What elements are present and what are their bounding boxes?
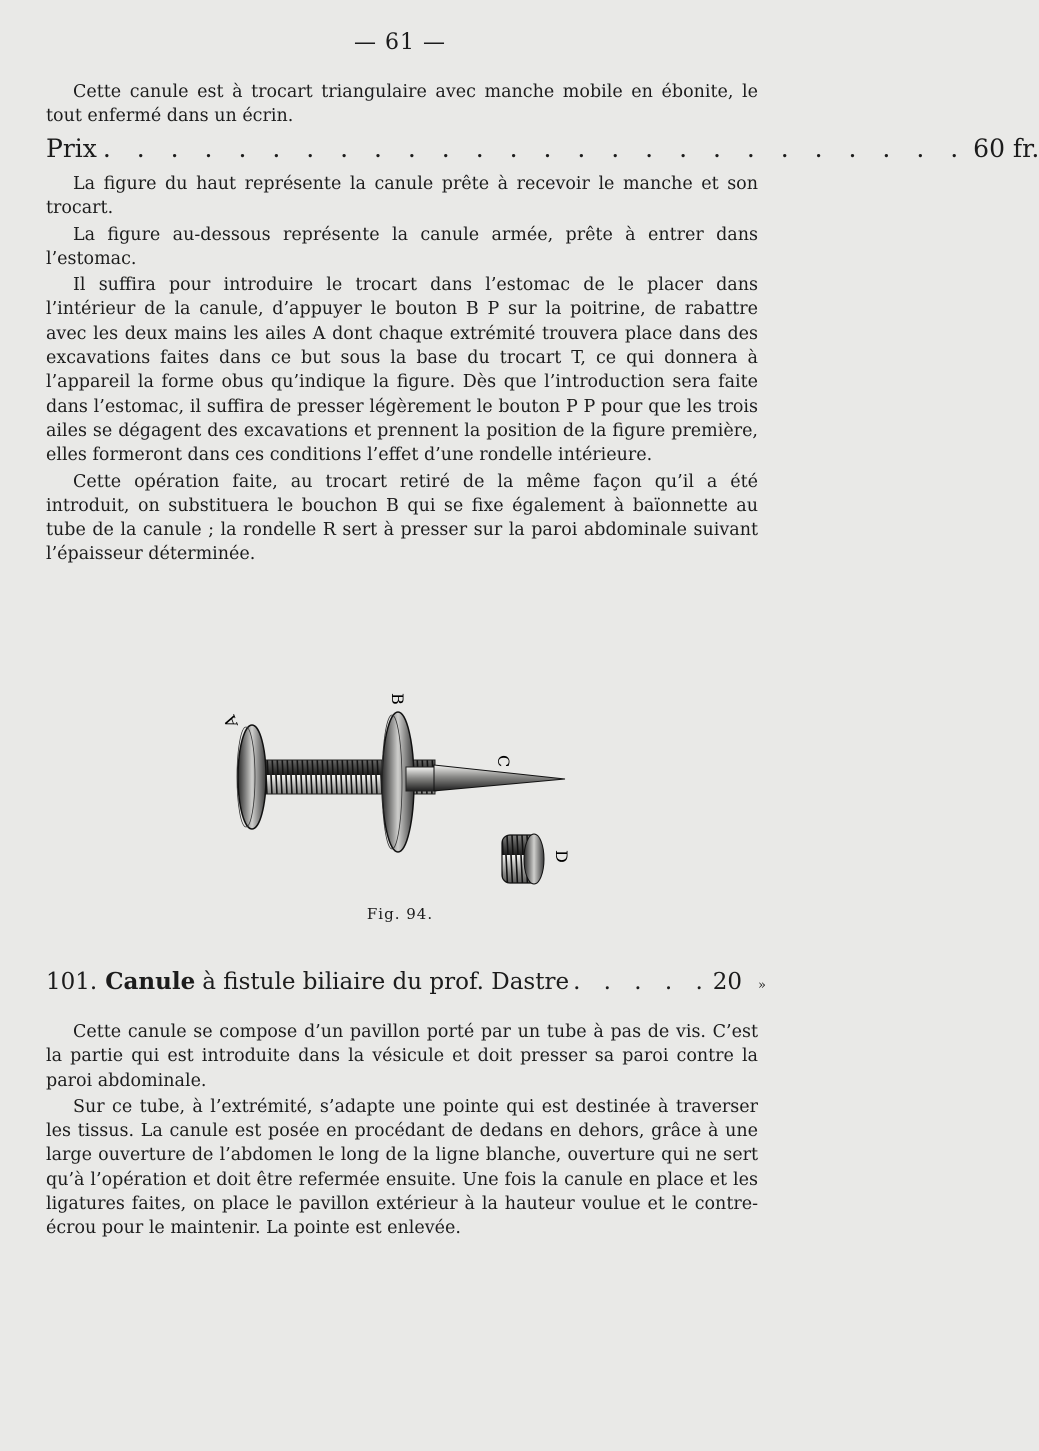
leader-dots: . . . . . . . . . . . . . . . . . . . . . . . . . . (102, 134, 968, 163)
price-label: Prix (46, 134, 97, 163)
cannula-illustration (200, 695, 600, 905)
item-name-bold: Canule (105, 968, 196, 995)
item-number: 101. (46, 969, 98, 995)
label-b: B (388, 693, 407, 705)
figure-caption: Fig. 94. (366, 905, 434, 923)
label-d: D (552, 850, 571, 863)
paragraph: La figure du haut représente la canule prête à recevoir le manche et son trocart. (46, 174, 758, 219)
collar (406, 767, 436, 791)
catalog-item-heading (46, 968, 766, 995)
price-line (46, 134, 1039, 163)
page-number: — 61 — (354, 30, 446, 55)
paragraph: Sur ce tube, à l’extrémité, s’adapte une pointe qui est destinée à traverser les tissus. La canule est posée en procédant de dedans en dehors, grâce à une large ouverture de l’abdomen le long de la ligne blanche, ouverture qui ne sert qu’à l’opération et doit être refermée ensuite. Une fois la canule en place et les ligatures faites, on place le pavillon extérieur à la hauteur voulue et le contre-écrou pour le maintenir. La pointe est enlevée. (46, 1096, 758, 1239)
intro-text (46, 80, 758, 129)
paragraph: Cette opération faite, au trocart retiré de la même façon qu’il a été introduit, on substituera le bouchon B qui se fixe également à baïonnette au tube de la canule ; la rondelle R sert à presser sur la paroi abdominale suivant l’épaisseur déterminée. (46, 471, 758, 565)
item-price: 20 (712, 969, 743, 995)
paragraph: La figure au-dessous représente la canule armée, prête à entrer dans l’estomac. (46, 224, 758, 269)
paragraph: Cette canule se compose d’un pavillon porté par un tube à pas de vis. C’est la partie qui est introduite dans la vésicule et doit presser sa paroi contre la paroi abdominale. (46, 1022, 758, 1091)
description-text (46, 172, 758, 569)
label-c: C (494, 755, 513, 768)
paragraph: Il suffira pour introduire le trocart dans l’estomac de le placer dans l’intérieur de la canule, d’appuyer le bouton B P sur la poitrine, de rabattre avec les deux mains les ailes A dont chaque extrémité trouvera place dans des excavations faites dans ce but sous la base du trocart T, ce qui donnera à l’appareil la forme obus qu’indique la figure. Dès que l’introduction sera faite dans l’estomac, il suffira de presser légèrement le bouton P P pour que les trois ailes se dégagent des excavations et prennent la position de la figure première, elles formeront dans ces conditions l’effet d’une rondelle intérieure. (46, 275, 758, 466)
trocart-point (434, 765, 565, 791)
paragraph: Cette canule est à trocart triangulaire avec manche mobile en ébonite, le tout enfermé dans un écrin. (46, 82, 758, 127)
price-value: 60 fr. (973, 134, 1039, 163)
cap-screw (502, 834, 544, 884)
label-a: A (219, 712, 242, 731)
ditto-mark: » (758, 978, 766, 993)
leader-dots: . . . . . (573, 969, 711, 995)
item-name: à fistule biliaire du prof. Dastre (202, 969, 570, 995)
left-disc (237, 725, 266, 829)
item-description (46, 1020, 758, 1243)
